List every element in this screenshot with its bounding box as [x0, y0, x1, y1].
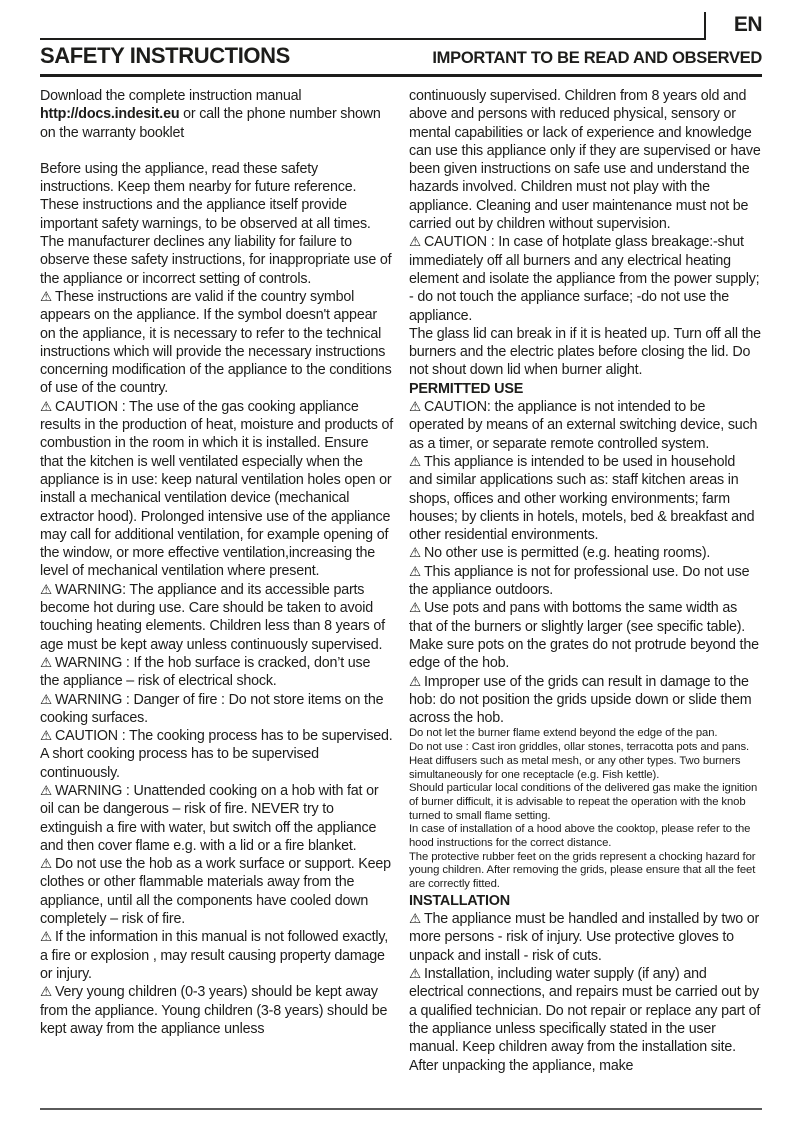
fine-print-line: Do not let the burner flame extend beyond the edge of the pan. — [409, 727, 718, 740]
paragraph — [40, 983, 393, 1038]
paragraph — [40, 727, 393, 782]
header-top-row — [40, 0, 762, 40]
paragraph — [409, 87, 762, 233]
section-heading: INSTALLATION — [409, 892, 510, 909]
paragraph — [409, 910, 762, 965]
body-text: This appliance is intended to be used in household and similar applications such as: staff kitchen areas in shops, offices and other working environments; farm houses; by clients in hotels, motels, bed & breakfast and other residential environments. — [409, 453, 755, 544]
warning-icon: ⚠︎ — [409, 234, 421, 251]
left-column — [40, 87, 393, 1095]
body-text: CAUTION : The use of the gas cooking appliance results in the production of heat, moisture and products of combustion in the room in which it is installed. Ensure that the kitchen is well ventilated especially when the appliance is in use: keep natural ventilation holes open or install a mechanical ventilation device (mechanical extractor hood). Prolonged intensive use of the appliance may call for additional ventilation, for example opening of the window, or more effective ventilation,increasing the level of mechanical ventilation where present. — [40, 398, 393, 580]
warning-icon: ⚠︎ — [409, 399, 421, 416]
warning-icon: ⚠︎ — [40, 728, 52, 745]
body-text: continuously supervised. Children from 8 years old and above and persons with reduced physical, sensory or mental capabilities or lack of experience and knowledge can use this appliance only if they are supervised or have been given instructions on safe use and understand the hazards involved. Children must not play with the appliance. Cleaning and user maintenance must not be carried out by children without supervision. — [409, 88, 761, 233]
fine-print-line: Should particular local conditions of the delivered gas make the ignition of burner difficult, it is advisable to repeat the operation with the knob turned to small flame setting. — [409, 782, 758, 822]
paragraph — [409, 398, 762, 453]
paragraph — [409, 673, 762, 728]
paragraph — [40, 691, 393, 728]
language-code: EN — [704, 12, 762, 40]
warning-icon: ⚠︎ — [40, 929, 52, 946]
body-text: Use pots and pans with bottoms the same width as that of the burners or slightly larger (see specific table). Make sure pots on the grates do not protrude beyond the edge of the hob. — [409, 600, 759, 672]
body-text: Do not use the hob as a work surface or support. Keep clothes or other flammable materials away from the appliance, until all the components have cooled down completely – risk of fire. — [40, 856, 391, 928]
body-text: The appliance must be handled and installed by two or more persons - risk of injury. Use protective gloves to unpack and install - risk of cuts. — [409, 911, 760, 964]
paragraph — [409, 563, 762, 600]
paragraph — [409, 233, 762, 324]
fine-print-block — [409, 727, 762, 891]
body-text: Before using the appliance, read these safety instructions. Keep them nearby for future reference. These instructions and the appliance itself provide important safety warnings, to be observed at all times. The manufacturer declines any liability for failure to observe these safety instructions, for inappropriate use of the appliance or incorrect setting of controls. — [40, 160, 392, 287]
body-text: Improper use of the grids can result in damage to the hob: do not position the grids upside down or slide them across the hob. — [409, 673, 752, 727]
body-text: CAUTION : The cooking process has to be supervised. A short cooking process has to be supervised continuously. — [40, 728, 393, 781]
warning-icon: ⚠︎ — [40, 984, 52, 1001]
body-text: WARNING : If the hob surface is cracked, don’t use the appliance – risk of electrical shock. — [40, 654, 371, 690]
right-column — [409, 87, 762, 1095]
paragraph — [409, 599, 762, 672]
top-rule — [40, 12, 704, 40]
body-text: CAUTION : In case of hotplate glass breakage:-shut immediately off all burners and any electrical heating element and isolate the appliance from the power supply; - do not touch the appliance surface; -do not use the appliance. — [409, 234, 760, 324]
paragraph — [40, 782, 393, 855]
fine-print-line: Heat diffusers such as metal mesh, or any other types. Two burners simultaneously for one receptacle (e.g. Fish kettle). — [409, 754, 741, 781]
body-text: No other use is permitted (e.g. heating rooms). — [423, 545, 711, 562]
body-text: Very young children (0-3 years) should be kept away from the appliance. Young children (3-8 years) should be kept away from the appliance unless — [40, 984, 388, 1037]
paragraph — [40, 581, 393, 654]
page-subtitle: IMPORTANT TO BE READ AND OBSERVED — [432, 49, 762, 67]
body-text: or call the phone number shown on the warranty booklet — [40, 106, 381, 141]
warning-icon: ⚠︎ — [40, 398, 52, 415]
page-header — [40, 0, 762, 77]
paragraph — [40, 160, 393, 288]
text-columns — [40, 87, 762, 1095]
warning-icon: ⚠︎ — [40, 654, 52, 671]
fine-print-line: The protective rubber feet on the grids represent a chocking hazard for young children. After removing the grids, please ensure that all the feet are correctly fitted. — [409, 850, 756, 891]
section-heading: PERMITTED USE — [409, 380, 524, 397]
paragraph — [40, 928, 393, 983]
body-text: This appliance is not for professional use. Do not use the appliance outdoors. — [409, 563, 750, 599]
warning-icon: ⚠︎ — [409, 966, 421, 983]
warning-icon: ⚠︎ — [40, 691, 52, 708]
warning-icon: ⚠︎ — [409, 673, 421, 690]
page-title: SAFETY INSTRUCTIONS — [40, 43, 290, 68]
paragraph — [409, 965, 762, 1075]
fine-print-line: Do not use : Cast iron griddles, ollar stones, terracotta pots and pans. — [409, 741, 750, 754]
footer-rule — [40, 1108, 762, 1110]
paragraph — [409, 544, 762, 562]
body-text: CAUTION: the appliance is not intended to be operated by means of an external switching device, such as a timer, or separate remote controlled system. — [409, 399, 758, 452]
body-text: WARNING : Unattended cooking on a hob with fat or oil can be dangerous – risk of fire. NEVER try to extinguish a fire with water, but switch off the appliance and then cover flame e.g. with a lid or a fire blanket. — [40, 782, 379, 854]
paragraph — [40, 288, 393, 398]
paragraph — [40, 87, 393, 142]
paragraph — [40, 654, 393, 691]
paragraph — [409, 325, 762, 380]
body-text: If the information in this manual is not followed exactly, a fire or explosion , may result causing property damage or injury. — [40, 929, 389, 982]
warning-icon: ⚠︎ — [409, 911, 421, 928]
paragraph — [40, 398, 393, 581]
body-text: Download the complete instruction manual — [40, 88, 302, 104]
body-text: WARNING: The appliance and its accessible parts become hot during use. Care should be taken to avoid touching heating elements. Children less than 8 years of age must be kept away unless continuously supervised. — [40, 581, 385, 653]
warning-icon: ⚠︎ — [409, 563, 421, 580]
body-text: These instructions are valid if the country symbol appears on the appliance. If the symbol doesn't appear on the appliance, it is necessary to refer to the technical instructions which will provide the necessary instructions concerning modification of the appliance to the conditions of use of the country. — [40, 288, 392, 397]
warning-icon: ⚠︎ — [40, 782, 52, 799]
fine-print-line: In case of installation of a hood above the cooktop, please refer to the hood instructions for the correct distance. — [409, 823, 751, 850]
warning-icon: ⚠︎ — [40, 581, 52, 598]
bold-text: http://docs.indesit.eu — [40, 106, 180, 123]
warning-icon: ⚠︎ — [409, 600, 421, 617]
paragraph — [40, 855, 393, 928]
body-text: WARNING : Danger of fire : Do not store items on the cooking surfaces. — [40, 691, 384, 726]
body-text: The glass lid can break in if it is heated up. Turn off all the burners and the electric plates before closing the lid. Do not shout down lid when burner alight. — [409, 325, 761, 379]
paragraph — [409, 453, 762, 544]
warning-icon: ⚠︎ — [409, 453, 421, 470]
warning-icon: ⚠︎ — [40, 856, 52, 873]
title-row — [40, 43, 762, 77]
body-text: Installation, including water supply (if any) and electrical connections, and repairs must be carried out by a qualified technician. Do not repair or replace any part of the appliance unless specifically stated in the user manual. Keep children away from the installation site. After unpacking the appliance, make — [409, 966, 761, 1074]
warning-icon: ⚠︎ — [40, 288, 52, 305]
warning-icon: ⚠︎ — [409, 545, 421, 562]
